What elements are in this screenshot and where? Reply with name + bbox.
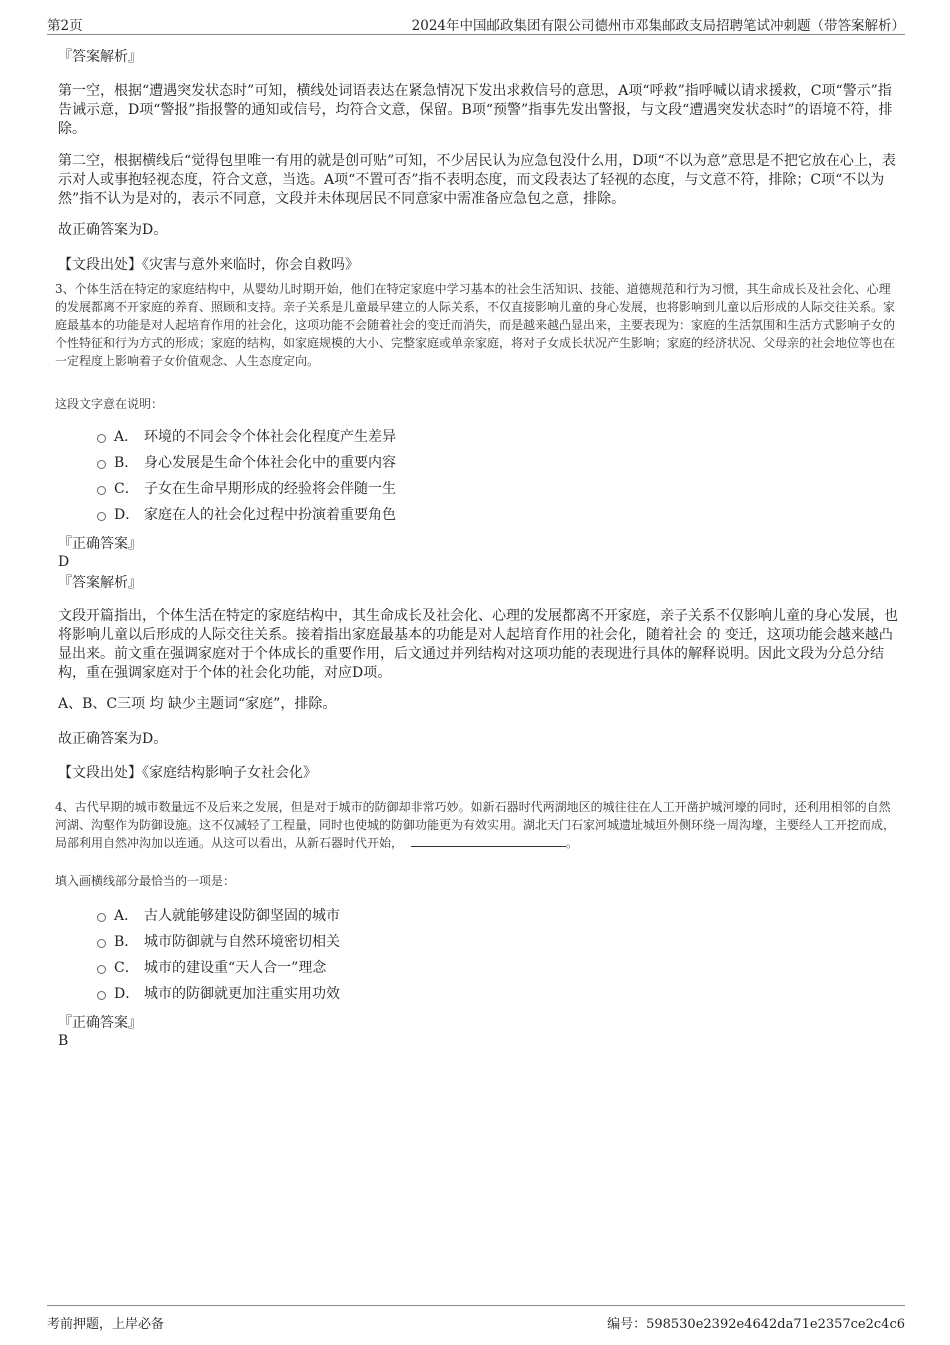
q4-option-c[interactable] xyxy=(97,959,326,977)
option-letter: B． xyxy=(114,934,139,950)
q2-analysis-paragraph-1: 第一空，根据“遭遇突发状态时”可知，横线处词语表达在紧急情况下发出求救信号的意思，A项“呼救”指呼喊以请求援救，C项“警示”指告诫示意，D项“警报”指报警的通知或信号，均符合文意，保留。B项“预警”指事先发出警报，与文段“遭遇突发状态时”的语境不符，排除。 xyxy=(58,83,893,137)
option-letter: C． xyxy=(114,960,139,976)
fill-blank xyxy=(411,834,566,847)
radio-icon[interactable] xyxy=(97,512,106,521)
q4-answer: B xyxy=(58,1033,69,1049)
option-letter: A． xyxy=(114,429,139,445)
q2-analysis-paragraph-2: 第二空，根据横线后“觉得包里唯一有用的就是创可贴”可知，不少居民认为应急包没什么用，D项“不以为意”意思是不把它放在心上，表示对人或事抱轻视态度，符合文意，当选。A项“不置可否”指不表明态度，而文段表达了轻视的态度，与文意不符，排除；C项“不以为然”指不认为是对的，表示不同意，文段并未体现居民不同意家中需准备应急包之意，排除。 xyxy=(58,153,896,207)
q4-option-d[interactable] xyxy=(97,985,340,1003)
q4-stem-end: 。 xyxy=(566,836,579,850)
option-text: 环境的不同会令个体社会化程度产生差异 xyxy=(144,429,396,445)
q3-option-b[interactable] xyxy=(97,454,396,472)
page-number: 第2页 xyxy=(47,18,83,34)
q3-analysis-paragraph-1: 文段开篇指出，个体生活在特定的家庭结构中，其生命成长及社会化、心理的发展都离不开家庭，亲子关系不仅影响儿童的身心发展，也将影响儿童以后形成的人际交往关系。接着指出家庭最基本的功能是对人起培育作用的社会化，随着社会 的 变迁，这项功能会越来越凸显出来。前文重在强调家庭对于个体成长的重要作用，后文通过并列结构对这项功能的表现进行具体的解释说明。因此文段为分总分结构，重在强调家庭对于个体的社会化功能，对应D项。 xyxy=(58,608,898,681)
q4-stem-text: 4、古代早期的城市数量远不及后来之发展，但是对于城市的防御却非常巧妙。如新石器时代两湖地区的城往往在人工开凿护城河壕的同时，还利用相邻的自然河湖、沟壑作为防御设施。这不仅减轻了工程量，同时也使城的防御功能更为有效实用。湖北天门石家河城遗址城垣外侧环绕一周沟壕，主要经人工开挖而成，局部利用自然冲沟加以连通。从这可以看出，从新石器时代开始， xyxy=(55,800,896,850)
page-header xyxy=(47,12,905,35)
radio-icon[interactable] xyxy=(97,460,106,469)
option-text: 城市的建设重“天人合一”理念 xyxy=(144,960,327,976)
option-text: 城市防御就与自然环境密切相关 xyxy=(144,934,340,950)
q2-conclusion: 故正确答案为D。 xyxy=(58,222,168,238)
radio-icon[interactable] xyxy=(97,991,106,1000)
q4-stem xyxy=(55,798,897,852)
option-text: 城市的防御就更加注重实用功效 xyxy=(144,986,340,1002)
option-text: 身心发展是生命个体社会化中的重要内容 xyxy=(144,455,396,471)
option-text: 家庭在人的社会化过程中扮演着重要角色 xyxy=(144,507,396,523)
option-letter: C． xyxy=(114,481,139,497)
radio-icon[interactable] xyxy=(97,486,106,495)
footer-slogan: 考前押题，上岸必备 xyxy=(47,1317,165,1332)
document-title: 2024年中国邮政集团有限公司德州市邓集邮政支局招聘笔试冲刺题（带答案解析） xyxy=(411,18,905,34)
page-footer xyxy=(47,1305,905,1334)
option-letter: B． xyxy=(114,455,139,471)
q3-prompt: 这段文字意在说明： xyxy=(55,397,164,411)
q3-analysis-paragraph-2: A、B、C三项 均 缺少主题词“家庭”，排除。 xyxy=(58,696,337,712)
radio-icon[interactable] xyxy=(97,939,106,948)
q3-answer: D xyxy=(58,554,70,570)
q4-option-a[interactable] xyxy=(97,907,340,925)
q4-option-b[interactable] xyxy=(97,933,340,951)
q3-analysis-label: 『答案解析』 xyxy=(58,575,142,591)
q4-answer-label: 『正确答案』 xyxy=(58,1015,142,1031)
document-id: 编号：598530e2392e4642da71e2357ce2c4c6 xyxy=(607,1317,905,1332)
option-letter: D． xyxy=(114,507,140,523)
q3-option-a[interactable] xyxy=(97,428,396,446)
option-letter: A． xyxy=(114,908,139,924)
q2-analysis-label: 『答案解析』 xyxy=(58,49,142,65)
q3-stem: 3、个体生活在特定的家庭结构中，从婴幼儿时期开始，他们在特定家庭中学习基本的社会生活知识、技能、道德规范和行为习惯，其生命成长及社会化、心理的发展都离不开家庭的养育、照顾和支持。亲子关系是儿童最早建立的人际关系，不仅直接影响儿童的身心发展，也将影响到儿童以后形成的人际交往关系。家庭最基本的功能是对人起培育作用的社会化，这项功能不会随着社会的变迁而消失，而是越来越凸显出来，主要表现为：家庭的生活氛围和生活方式影响子女的个性特征和行为方式的形成；家庭的结构，如家庭规模的大小、完整家庭或单亲家庭，将对子女成长状况产生影响；家庭的经济状况、父母亲的社会地位等也在一定程度上影响着子女价值观念、人生态度定向。 xyxy=(55,282,896,368)
radio-icon[interactable] xyxy=(97,434,106,443)
q3-option-c[interactable] xyxy=(97,480,396,498)
option-text: 古人就能够建设防御坚固的城市 xyxy=(144,908,340,924)
option-text: 子女在生命早期形成的经验将会伴随一生 xyxy=(144,481,396,497)
option-letter: D． xyxy=(114,986,140,1002)
q3-option-d[interactable] xyxy=(97,506,396,524)
q3-source: 【文段出处】《家庭结构影响子女社会化》 xyxy=(58,765,317,781)
q3-conclusion: 故正确答案为D。 xyxy=(58,731,168,747)
radio-icon[interactable] xyxy=(97,965,106,974)
q2-source: 【文段出处】《灾害与意外来临时，你会自救吗》 xyxy=(58,257,359,273)
q4-prompt: 填入画横线部分最恰当的一项是： xyxy=(55,874,236,888)
radio-icon[interactable] xyxy=(97,913,106,922)
q3-answer-label: 『正确答案』 xyxy=(58,536,142,552)
